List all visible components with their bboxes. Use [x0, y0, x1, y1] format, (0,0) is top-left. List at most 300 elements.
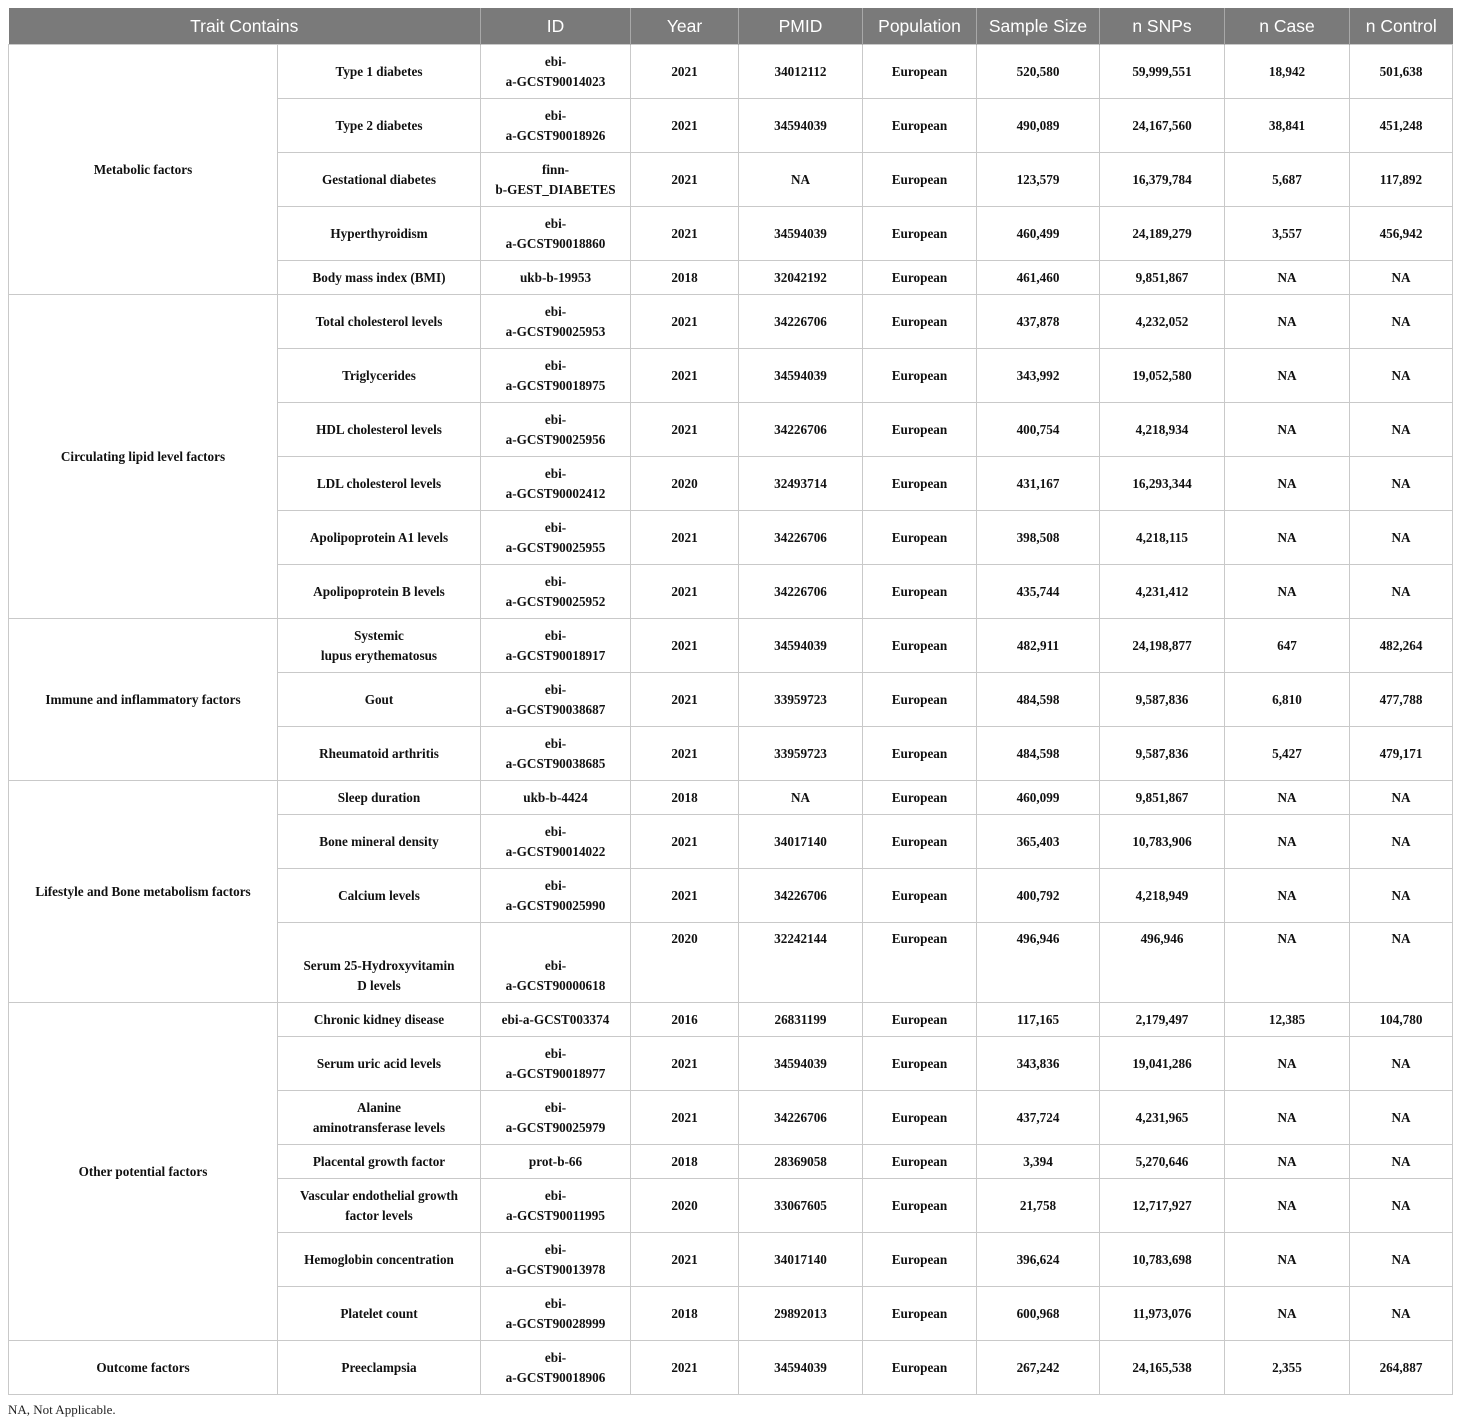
- n-case-cell: NA: [1225, 261, 1350, 295]
- trait-cell: [278, 673, 481, 727]
- population-cell: European: [863, 99, 977, 153]
- id-line-2: a-GCST90014023: [505, 73, 606, 89]
- trait-line-1: Gestational diabetes: [322, 171, 436, 187]
- n-control-cell: NA: [1350, 403, 1453, 457]
- pmid-cell: 34017140: [739, 1233, 863, 1287]
- population-cell: European: [863, 1003, 977, 1037]
- n-snps-cell: 5,270,646: [1100, 1145, 1225, 1179]
- year-cell: 2021: [631, 153, 739, 207]
- n-case-cell: NA: [1225, 1233, 1350, 1287]
- population-cell: European: [863, 457, 977, 511]
- year-cell: 2021: [631, 815, 739, 869]
- n-case-cell: 38,841: [1225, 99, 1350, 153]
- id-line-2: a-GCST90000618: [505, 978, 606, 993]
- id-line-1: ebi-: [544, 465, 567, 481]
- id-cell: [481, 1341, 631, 1395]
- trait-cell: [278, 1037, 481, 1091]
- n-snps-cell: 24,165,538: [1100, 1341, 1225, 1395]
- n-control-cell: 482,264: [1350, 619, 1453, 673]
- pmid-cell: 33959723: [739, 727, 863, 781]
- id-cell: [481, 1003, 631, 1037]
- category-cell: Circulating lipid level factors: [9, 295, 278, 619]
- trait-line-1: Triglycerides: [342, 367, 416, 383]
- year-cell: 2020: [631, 1179, 739, 1233]
- pmid-cell: 34226706: [739, 565, 863, 619]
- population-cell: European: [863, 1179, 977, 1233]
- id-line-2: a-GCST90018926: [505, 127, 606, 143]
- population-cell: European: [863, 815, 977, 869]
- id-line-2: b-GEST_DIABETES: [495, 181, 616, 197]
- n-snps-cell: 24,198,877: [1100, 619, 1225, 673]
- year-cell: 2021: [631, 511, 739, 565]
- table-row: [9, 619, 1453, 673]
- population-cell: European: [863, 1287, 977, 1341]
- n-case-cell: NA: [1225, 923, 1350, 1003]
- id-line-1: finn-: [541, 161, 570, 177]
- sample-size-cell: 484,598: [977, 727, 1100, 781]
- n-control-cell: NA: [1350, 1287, 1453, 1341]
- id-line-2: a-GCST90018906: [505, 1369, 606, 1385]
- id-line-1: ebi-: [544, 1349, 567, 1365]
- n-control-cell: NA: [1350, 1233, 1453, 1287]
- id-cell: [481, 923, 631, 1003]
- id-line-1: ebi-: [544, 1241, 567, 1257]
- pmid-cell: 34226706: [739, 1091, 863, 1145]
- sample-size-cell: 117,165: [977, 1003, 1100, 1037]
- trait-line-1: Hyperthyroidism: [330, 225, 428, 241]
- population-cell: European: [863, 45, 977, 99]
- trait-line-2: lupus erythematosus: [320, 647, 438, 663]
- n-case-cell: NA: [1225, 1145, 1350, 1179]
- n-snps-cell: 24,167,560: [1100, 99, 1225, 153]
- population-cell: European: [863, 565, 977, 619]
- id-line-2: a-GCST90014022: [505, 843, 606, 859]
- id-cell: [481, 153, 631, 207]
- population-cell: European: [863, 295, 977, 349]
- trait-cell: [278, 781, 481, 815]
- pmid-cell: 34226706: [739, 295, 863, 349]
- trait-cell: [278, 815, 481, 869]
- n-case-cell: NA: [1225, 781, 1350, 815]
- trait-line-2: factor levels: [345, 1207, 413, 1223]
- n-control-cell: NA: [1350, 869, 1453, 923]
- n-case-cell: NA: [1225, 403, 1350, 457]
- id-line-2: a-GCST90028999: [505, 1315, 606, 1331]
- n-control-cell: 451,248: [1350, 99, 1453, 153]
- n-snps-cell: 10,783,906: [1100, 815, 1225, 869]
- pmid-cell: 29892013: [739, 1287, 863, 1341]
- n-case-cell: NA: [1225, 457, 1350, 511]
- id-cell: [481, 403, 631, 457]
- n-case-cell: NA: [1225, 1287, 1350, 1341]
- id-line-1: ebi-: [544, 519, 567, 535]
- n-snps-cell: 11,973,076: [1100, 1287, 1225, 1341]
- id-line-2: a-GCST90025952: [505, 593, 606, 609]
- n-case-cell: NA: [1225, 349, 1350, 403]
- id-cell: [481, 207, 631, 261]
- population-cell: European: [863, 261, 977, 295]
- trait-cell: [278, 1091, 481, 1145]
- year-cell: 2021: [631, 869, 739, 923]
- pmid-cell: 34594039: [739, 1341, 863, 1395]
- trait-cell: [278, 869, 481, 923]
- id-line-1: ebi-a-GCST003374: [501, 1011, 610, 1027]
- sample-size-cell: 431,167: [977, 457, 1100, 511]
- population-cell: European: [863, 207, 977, 261]
- id-line-2: a-GCST90013978: [505, 1261, 606, 1277]
- gwas-traits-table: [8, 8, 1453, 1395]
- year-cell: 2021: [631, 99, 739, 153]
- trait-line-1: Rheumatoid arthritis: [319, 745, 439, 761]
- pmid-cell: NA: [739, 781, 863, 815]
- id-line-1: ebi-: [544, 1187, 567, 1203]
- population-cell: European: [863, 923, 977, 1003]
- id-cell: [481, 45, 631, 99]
- trait-line-1: Apolipoprotein A1 levels: [309, 529, 449, 545]
- id-line-2: a-GCST90018977: [505, 1065, 606, 1081]
- id-line-2: a-GCST90025955: [505, 539, 606, 555]
- header-trait-contains: Trait Contains: [9, 8, 481, 45]
- n-case-cell: NA: [1225, 511, 1350, 565]
- pmid-cell: 34594039: [739, 349, 863, 403]
- id-line-1: ebi-: [544, 107, 567, 123]
- trait-line-1: Platelet count: [340, 1305, 418, 1321]
- id-line-1: ebi-: [544, 958, 567, 973]
- trait-line-1: Type 1 diabetes: [335, 63, 423, 79]
- pmid-cell: 34226706: [739, 869, 863, 923]
- header-population: Population: [863, 8, 977, 45]
- table-body: [9, 45, 1453, 1395]
- population-cell: European: [863, 1145, 977, 1179]
- n-control-cell: NA: [1350, 457, 1453, 511]
- id-cell: [481, 1233, 631, 1287]
- year-cell: 2021: [631, 403, 739, 457]
- population-cell: European: [863, 727, 977, 781]
- n-snps-cell: 12,717,927: [1100, 1179, 1225, 1233]
- id-line-1: ukb-b-19953: [519, 269, 592, 285]
- year-cell: 2021: [631, 1341, 739, 1395]
- trait-cell: [278, 511, 481, 565]
- n-snps-cell: 4,231,965: [1100, 1091, 1225, 1145]
- sample-size-cell: 3,394: [977, 1145, 1100, 1179]
- year-cell: 2020: [631, 923, 739, 1003]
- n-case-cell: 647: [1225, 619, 1350, 673]
- year-cell: 2021: [631, 1037, 739, 1091]
- id-line-1: prot-b-66: [528, 1153, 583, 1169]
- pmid-cell: 34594039: [739, 207, 863, 261]
- pmid-cell: 28369058: [739, 1145, 863, 1179]
- id-line-1: ebi-: [544, 877, 567, 893]
- id-line-2: a-GCST90025953: [505, 323, 606, 339]
- n-control-cell: NA: [1350, 565, 1453, 619]
- n-control-cell: NA: [1350, 1179, 1453, 1233]
- n-control-cell: 264,887: [1350, 1341, 1453, 1395]
- trait-line-1: Preeclampsia: [341, 1359, 417, 1375]
- population-cell: European: [863, 403, 977, 457]
- header-year: Year: [631, 8, 739, 45]
- id-cell: [481, 815, 631, 869]
- trait-line-2: D levels: [357, 978, 401, 993]
- n-control-cell: NA: [1350, 349, 1453, 403]
- id-cell: [481, 565, 631, 619]
- id-line-1: ebi-: [544, 681, 567, 697]
- sample-size-cell: 400,792: [977, 869, 1100, 923]
- pmid-cell: 34017140: [739, 815, 863, 869]
- sample-size-cell: 460,499: [977, 207, 1100, 261]
- year-cell: 2021: [631, 619, 739, 673]
- trait-line-1: Body mass index (BMI): [312, 269, 446, 285]
- n-control-cell: 104,780: [1350, 1003, 1453, 1037]
- n-control-cell: 479,171: [1350, 727, 1453, 781]
- year-cell: 2021: [631, 45, 739, 99]
- sample-size-cell: 437,878: [977, 295, 1100, 349]
- n-snps-cell: 16,379,784: [1100, 153, 1225, 207]
- trait-cell: [278, 457, 481, 511]
- trait-cell: [278, 207, 481, 261]
- trait-cell: [278, 295, 481, 349]
- trait-line-1: HDL cholesterol levels: [316, 421, 442, 437]
- population-cell: European: [863, 1091, 977, 1145]
- id-cell: [481, 349, 631, 403]
- sample-size-cell: 482,911: [977, 619, 1100, 673]
- n-case-cell: NA: [1225, 815, 1350, 869]
- n-snps-cell: 16,293,344: [1100, 457, 1225, 511]
- n-control-cell: NA: [1350, 1091, 1453, 1145]
- sample-size-cell: 123,579: [977, 153, 1100, 207]
- trait-cell: [278, 261, 481, 295]
- trait-line-2: aminotransferase levels: [312, 1119, 446, 1135]
- n-case-cell: 2,355: [1225, 1341, 1350, 1395]
- n-snps-cell: 19,052,580: [1100, 349, 1225, 403]
- table-row: [9, 295, 1453, 349]
- population-cell: European: [863, 781, 977, 815]
- trait-line-1: LDL cholesterol levels: [316, 475, 442, 491]
- n-snps-cell: 9,587,836: [1100, 673, 1225, 727]
- table-row: [9, 45, 1453, 99]
- n-snps-cell: 24,189,279: [1100, 207, 1225, 261]
- n-control-cell: NA: [1350, 923, 1453, 1003]
- n-snps-cell: 4,231,412: [1100, 565, 1225, 619]
- n-control-cell: NA: [1350, 815, 1453, 869]
- pmid-cell: NA: [739, 153, 863, 207]
- year-cell: 2020: [631, 457, 739, 511]
- pmid-cell: 33067605: [739, 1179, 863, 1233]
- population-cell: European: [863, 673, 977, 727]
- table-footnote: NA, Not Applicable.: [8, 1402, 116, 1417]
- year-cell: 2018: [631, 261, 739, 295]
- n-control-cell: 477,788: [1350, 673, 1453, 727]
- id-cell: [481, 1037, 631, 1091]
- header-n-case: n Case: [1225, 8, 1350, 45]
- pmid-cell: 32493714: [739, 457, 863, 511]
- pmid-cell: 34226706: [739, 511, 863, 565]
- year-cell: 2018: [631, 781, 739, 815]
- n-case-cell: NA: [1225, 1037, 1350, 1091]
- n-control-cell: NA: [1350, 1037, 1453, 1091]
- id-line-2: a-GCST90018917: [505, 647, 606, 663]
- id-cell: [481, 869, 631, 923]
- header-sample-size: Sample Size: [977, 8, 1100, 45]
- id-line-2: a-GCST90002412: [505, 485, 606, 501]
- id-line-2: a-GCST90025979: [505, 1119, 606, 1135]
- pmid-cell: 34594039: [739, 1037, 863, 1091]
- trait-cell: [278, 153, 481, 207]
- sample-size-cell: 461,460: [977, 261, 1100, 295]
- n-case-cell: NA: [1225, 1091, 1350, 1145]
- trait-line-1: Calcium levels: [338, 887, 420, 903]
- sample-size-cell: 343,836: [977, 1037, 1100, 1091]
- pmid-cell: 26831199: [739, 1003, 863, 1037]
- category-cell: Lifestyle and Bone metabolism factors: [9, 781, 278, 1003]
- sample-size-cell: 396,624: [977, 1233, 1100, 1287]
- pmid-cell: 32242144: [739, 923, 863, 1003]
- population-cell: European: [863, 511, 977, 565]
- sample-size-cell: 343,992: [977, 349, 1100, 403]
- n-case-cell: 6,810: [1225, 673, 1350, 727]
- n-snps-cell: 4,218,934: [1100, 403, 1225, 457]
- year-cell: 2021: [631, 1233, 739, 1287]
- pmid-cell: 34012112: [739, 45, 863, 99]
- trait-line-1: Bone mineral density: [319, 833, 439, 849]
- trait-line-1: Gout: [364, 691, 394, 707]
- n-snps-cell: 9,851,867: [1100, 261, 1225, 295]
- trait-cell: [278, 1287, 481, 1341]
- n-snps-cell: 4,218,115: [1100, 511, 1225, 565]
- trait-line-1: Chronic kidney disease: [313, 1011, 445, 1027]
- category-cell: Other potential factors: [9, 1003, 278, 1341]
- sample-size-cell: 435,744: [977, 565, 1100, 619]
- sample-size-cell: 365,403: [977, 815, 1100, 869]
- n-control-cell: 117,892: [1350, 153, 1453, 207]
- trait-cell: [278, 403, 481, 457]
- id-line-2: a-GCST90038687: [505, 701, 606, 717]
- id-line-1: ebi-: [544, 53, 567, 69]
- pmid-cell: 34226706: [739, 403, 863, 457]
- n-case-cell: 3,557: [1225, 207, 1350, 261]
- category-cell: Outcome factors: [9, 1341, 278, 1395]
- pmid-cell: 32042192: [739, 261, 863, 295]
- trait-line-1: Placental growth factor: [312, 1153, 446, 1169]
- id-line-1: ebi-: [544, 735, 567, 751]
- id-cell: [481, 1091, 631, 1145]
- n-snps-cell: 59,999,551: [1100, 45, 1225, 99]
- trait-cell: [278, 1233, 481, 1287]
- id-cell: [481, 673, 631, 727]
- header-n-control: n Control: [1350, 8, 1453, 45]
- sample-size-cell: 600,968: [977, 1287, 1100, 1341]
- n-case-cell: NA: [1225, 1179, 1350, 1233]
- id-cell: [481, 619, 631, 673]
- id-line-1: ebi-: [544, 627, 567, 643]
- n-case-cell: 12,385: [1225, 1003, 1350, 1037]
- trait-line-1: Hemoglobin concentration: [304, 1251, 454, 1267]
- n-control-cell: NA: [1350, 1145, 1453, 1179]
- category-cell: Metabolic factors: [9, 45, 278, 295]
- n-snps-cell: 2,179,497: [1100, 1003, 1225, 1037]
- id-cell: [481, 457, 631, 511]
- year-cell: 2016: [631, 1003, 739, 1037]
- population-cell: European: [863, 1233, 977, 1287]
- id-line-1: ukb-b-4424: [523, 789, 588, 805]
- id-cell: [481, 1145, 631, 1179]
- sample-size-cell: 520,580: [977, 45, 1100, 99]
- id-line-2: a-GCST90025990: [505, 897, 606, 913]
- trait-line-1: Systemic: [354, 627, 404, 643]
- id-cell: [481, 511, 631, 565]
- n-control-cell: NA: [1350, 511, 1453, 565]
- n-control-cell: NA: [1350, 781, 1453, 815]
- population-cell: European: [863, 349, 977, 403]
- trait-line-1: Serum uric acid levels: [316, 1055, 442, 1071]
- header-n-snps: n SNPs: [1100, 8, 1225, 45]
- trait-line-1: Apolipoprotein B levels: [313, 583, 445, 599]
- sample-size-cell: 21,758: [977, 1179, 1100, 1233]
- n-snps-cell: 9,851,867: [1100, 781, 1225, 815]
- trait-cell: [278, 99, 481, 153]
- header-id: ID: [481, 8, 631, 45]
- trait-line-1: Vascular endothelial growth: [299, 1187, 459, 1203]
- trait-cell: [278, 619, 481, 673]
- sample-size-cell: 267,242: [977, 1341, 1100, 1395]
- category-cell: Immune and inflammatory factors: [9, 619, 278, 781]
- sample-size-cell: 490,089: [977, 99, 1100, 153]
- year-cell: 2021: [631, 565, 739, 619]
- sample-size-cell: 460,099: [977, 781, 1100, 815]
- pmid-cell: 34594039: [739, 99, 863, 153]
- n-snps-cell: 19,041,286: [1100, 1037, 1225, 1091]
- trait-line-1: Sleep duration: [337, 789, 421, 805]
- trait-cell: [278, 923, 481, 1003]
- sample-size-cell: 484,598: [977, 673, 1100, 727]
- id-cell: [481, 781, 631, 815]
- n-case-cell: 18,942: [1225, 45, 1350, 99]
- id-line-1: ebi-: [544, 1295, 567, 1311]
- trait-cell: [278, 349, 481, 403]
- trait-cell: [278, 565, 481, 619]
- trait-line-1: Total cholesterol levels: [315, 313, 443, 329]
- trait-cell: [278, 45, 481, 99]
- id-cell: [481, 1287, 631, 1341]
- n-snps-cell: 10,783,698: [1100, 1233, 1225, 1287]
- n-control-cell: 456,942: [1350, 207, 1453, 261]
- n-snps-cell: 4,232,052: [1100, 295, 1225, 349]
- sample-size-cell: 437,724: [977, 1091, 1100, 1145]
- year-cell: 2018: [631, 1287, 739, 1341]
- id-cell: [481, 295, 631, 349]
- population-cell: European: [863, 619, 977, 673]
- n-case-cell: 5,687: [1225, 153, 1350, 207]
- id-cell: [481, 727, 631, 781]
- trait-cell: [278, 1179, 481, 1233]
- n-control-cell: NA: [1350, 261, 1453, 295]
- n-snps-cell: 4,218,949: [1100, 869, 1225, 923]
- population-cell: European: [863, 869, 977, 923]
- trait-line-1: Alanine: [357, 1099, 401, 1115]
- id-line-1: ebi-: [544, 357, 567, 373]
- id-line-2: a-GCST90038685: [505, 755, 606, 771]
- id-cell: [481, 1179, 631, 1233]
- population-cell: European: [863, 1341, 977, 1395]
- trait-cell: [278, 1003, 481, 1037]
- header-row: [9, 8, 1453, 45]
- header-pmid: PMID: [739, 8, 863, 45]
- n-case-cell: NA: [1225, 869, 1350, 923]
- id-cell: [481, 99, 631, 153]
- population-cell: European: [863, 153, 977, 207]
- pmid-cell: 34594039: [739, 619, 863, 673]
- n-control-cell: 501,638: [1350, 45, 1453, 99]
- id-line-1: ebi-: [544, 411, 567, 427]
